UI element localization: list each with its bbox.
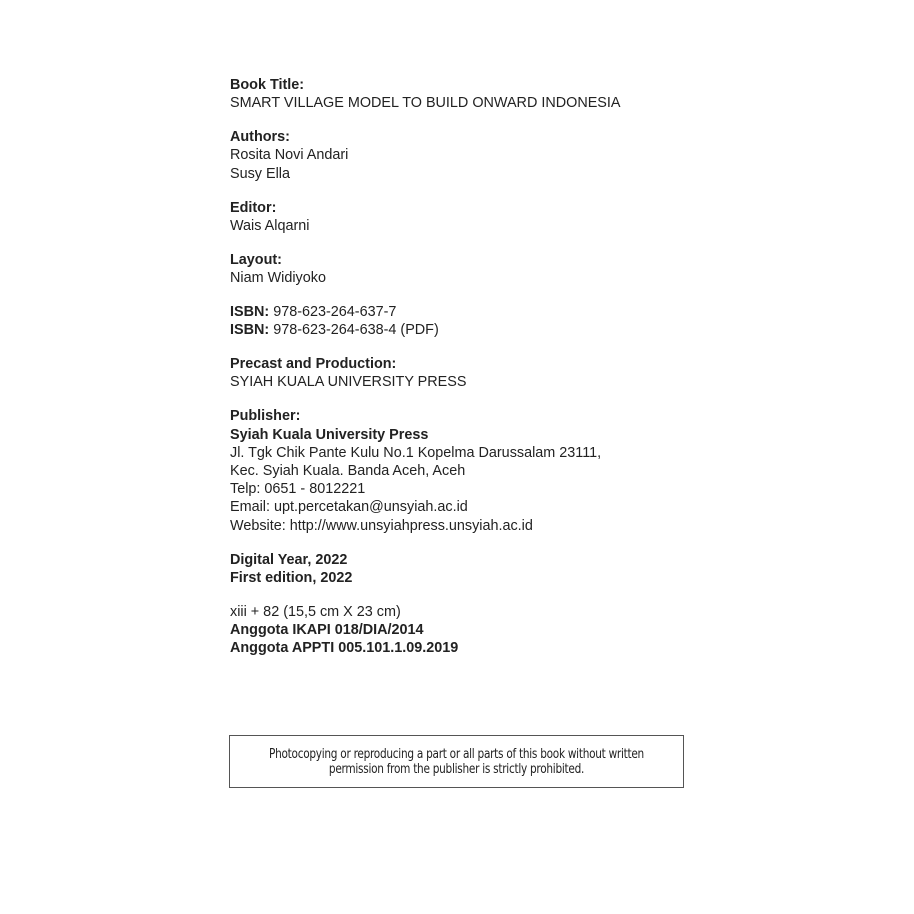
page-count: xiii + 82 (15,5 cm X 23 cm) <box>230 603 401 620</box>
publisher-label: Publisher: <box>230 408 301 425</box>
editor-label: Editor: <box>230 199 277 216</box>
book-title-value: SMART VILLAGE MODEL TO BUILD ONWARD INDONESIA <box>230 95 621 112</box>
precast-label: Precast and Production: <box>230 356 397 373</box>
layout-label: Layout: <box>230 251 282 268</box>
publisher-address-line2: Kec. Syiah Kuala. Banda Aceh, Aceh <box>230 463 466 480</box>
publisher-email: Email: upt.percetakan@unsyiah.ac.id <box>230 499 468 516</box>
edition-section <box>230 551 830 587</box>
layout-name: Niam Widiyoko <box>230 270 326 287</box>
publisher-phone: Telp: 0651 - 8012221 <box>230 481 366 498</box>
copyright-notice-text: Photocopying or reproducing a part or all parts of this book without written permission from the publisher is strictly prohibited. <box>269 746 644 777</box>
publisher-section <box>230 407 830 534</box>
editor-section <box>230 199 830 235</box>
appti-membership: Anggota APPTI 005.101.1.09.2019 <box>230 640 459 657</box>
copyright-notice-box <box>229 735 684 788</box>
publisher-website: Website: http://www.unsyiahpress.unsyiah.ac.id <box>230 517 533 534</box>
author-name: Susy Ella <box>230 165 290 182</box>
book-title-section <box>230 76 830 112</box>
first-edition: First edition, 2022 <box>230 569 353 586</box>
authors-label: Authors: <box>230 129 290 146</box>
copyright-page-content <box>230 76 830 673</box>
publisher-address-line1: Jl. Tgk Chik Pante Kulu No.1 Kopelma Darussalam 23111, <box>230 444 602 461</box>
isbn-print <box>230 303 830 321</box>
editor-name: Wais Alqarni <box>230 217 310 234</box>
isbn-value: 978-623-264-637-7 <box>273 304 397 321</box>
isbn-value: 978-623-264-638-4 (PDF) <box>273 322 439 339</box>
specs-section <box>230 603 830 658</box>
authors-section <box>230 128 830 183</box>
book-title-label: Book Title: <box>230 77 305 93</box>
digital-year: Digital Year, 2022 <box>230 551 348 568</box>
isbn-section <box>230 303 830 339</box>
precast-section <box>230 355 830 391</box>
precast-value: SYIAH KUALA UNIVERSITY PRESS <box>230 374 467 391</box>
author-name: Rosita Novi Andari <box>230 147 349 164</box>
isbn-pdf <box>230 321 830 339</box>
isbn-label: ISBN: <box>230 304 270 321</box>
ikapi-membership: Anggota IKAPI 018/DIA/2014 <box>230 622 424 639</box>
layout-section <box>230 251 830 287</box>
isbn-label: ISBN: <box>230 322 270 339</box>
publisher-name: Syiah Kuala University Press <box>230 426 429 443</box>
